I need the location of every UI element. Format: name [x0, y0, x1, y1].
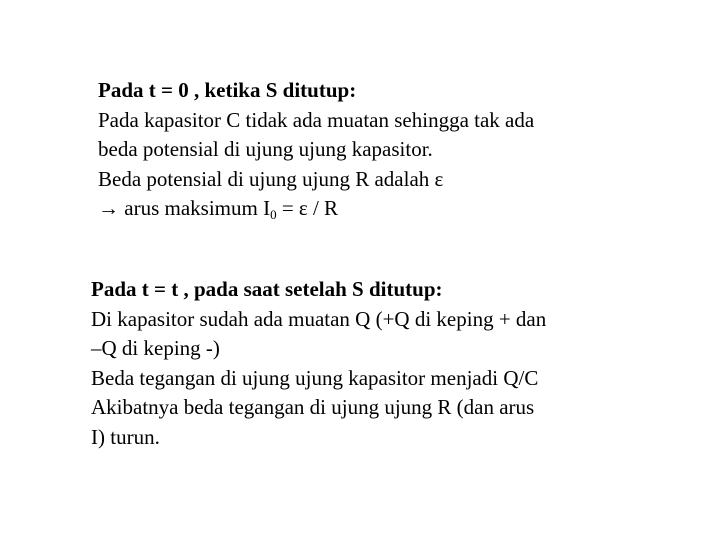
text-line: beda potensial di ujung ujung kapasitor.	[98, 137, 433, 161]
section-initial-heading: Pada t = 0 , ketika S ditutup:	[98, 78, 357, 102]
section-initial-state	[98, 76, 698, 224]
section-after-closing	[91, 275, 691, 452]
text-line: Akibatnya beda tegangan di ujung ujung R (dan arus	[91, 395, 535, 419]
max-current-formula	[98, 194, 698, 224]
formula-subscript: 0	[270, 207, 277, 222]
text-line: Di kapasitor sudah ada muatan Q (+Q di keping + dan	[91, 306, 547, 331]
text-line: –Q di keping -)	[91, 336, 220, 360]
text-line: I) turun.	[91, 424, 160, 449]
text-line: Pada kapasitor C tidak ada muatan sehingga tak ada	[98, 107, 535, 132]
text-line: Beda tegangan di ujung ujung kapasitor menjadi Q/C	[91, 365, 539, 390]
section-after-heading: Pada t = t , pada saat setelah S ditutup:	[91, 277, 443, 301]
formula-suffix: = ε / R	[276, 196, 339, 220]
text-line: Beda potensial di ujung ujung R adalah ε	[98, 166, 444, 191]
formula-prefix: → arus maksimum I	[98, 196, 271, 220]
